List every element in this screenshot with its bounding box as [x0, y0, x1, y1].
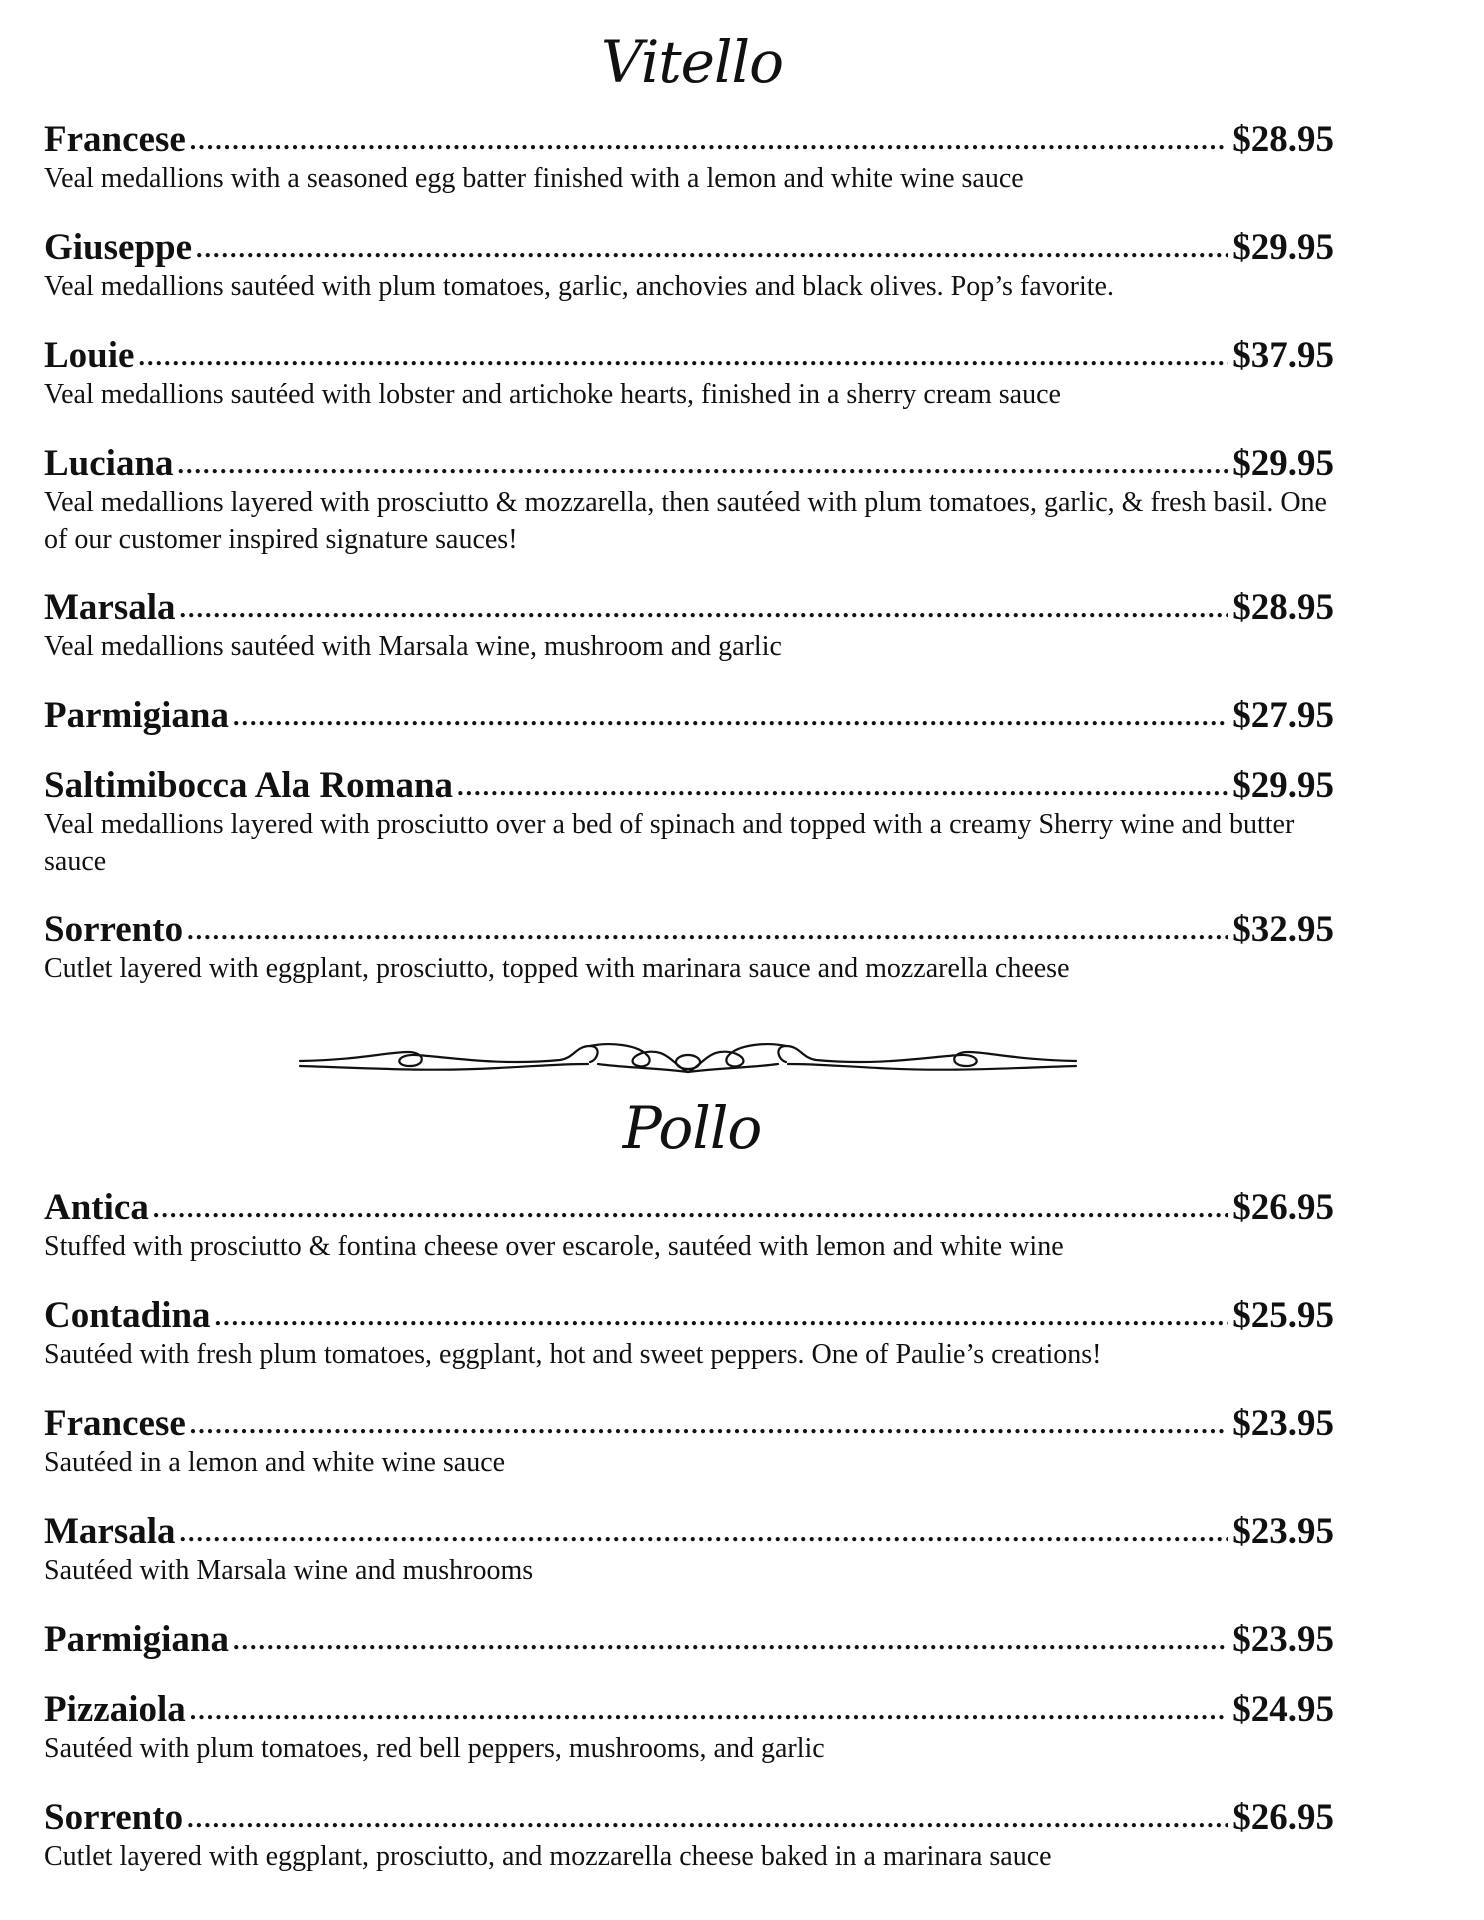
- dot-leader: [215, 1302, 1229, 1332]
- item-name: Contadina: [44, 1295, 211, 1336]
- dot-leader: [187, 1804, 1228, 1834]
- dot-leader: [457, 772, 1228, 802]
- item-price: $23.95: [1232, 1403, 1334, 1444]
- item-price: $29.95: [1232, 227, 1334, 268]
- menu-item: [44, 586, 1334, 665]
- dot-leader: [187, 916, 1228, 946]
- item-description: Stuffed with prosciutto & fontina cheese over escarole, sautéed with lemon and white wine: [44, 1231, 1064, 1262]
- flourish-divider-icon: [298, 1038, 1078, 1084]
- vitello-section-title: Vitello: [600, 28, 784, 96]
- pollo-section-title: Pollo: [622, 1094, 762, 1162]
- item-name: Giuseppe: [44, 227, 193, 268]
- item-name: Parmigiana: [44, 1619, 229, 1660]
- menu-item: [44, 764, 1334, 880]
- dot-leader: [190, 1696, 1228, 1726]
- dot-leader: [178, 450, 1229, 480]
- item-description: Veal medallions layered with prosciutto & mozzarella, then sautéed with plum tomatoes, garlic, & fresh basil. One of our customer inspired signature sauces!: [44, 487, 1327, 555]
- item-price: $29.95: [1232, 765, 1334, 806]
- item-description: Veal medallions sautéed with lobster and artichoke hearts, finished in a sherry cream sauce: [44, 379, 1061, 410]
- dot-leader: [233, 702, 1228, 732]
- dot-leader: [180, 1518, 1229, 1548]
- item-price: $26.95: [1232, 1797, 1334, 1838]
- dot-leader: [190, 126, 1228, 156]
- dot-leader: [138, 342, 1228, 372]
- menu-item: [44, 1618, 1334, 1662]
- menu-item: [44, 334, 1334, 413]
- item-name: Louie: [44, 335, 135, 376]
- item-description: Veal medallions with a seasoned egg batter finished with a lemon and white wine sauce: [44, 163, 1024, 194]
- item-price: $37.95: [1232, 335, 1334, 376]
- menu-item: [44, 908, 1334, 987]
- item-description: Cutlet layered with eggplant, prosciutto, and mozzarella cheese baked in a marinara sauce: [44, 1841, 1052, 1872]
- dot-leader: [153, 1194, 1228, 1224]
- menu-item: [44, 1186, 1334, 1265]
- item-price: $28.95: [1232, 587, 1334, 628]
- item-name: Antica: [44, 1187, 149, 1228]
- dot-leader: [180, 594, 1229, 624]
- item-description: Sautéed in a lemon and white wine sauce: [44, 1447, 506, 1478]
- menu-item: [44, 1294, 1334, 1373]
- item-description: Veal medallions sautéed with plum tomatoes, garlic, anchovies and black olives. Pop’s favorite.: [44, 271, 1114, 302]
- item-price: $23.95: [1232, 1511, 1334, 1552]
- item-name: Sorrento: [44, 909, 184, 950]
- item-name: Francese: [44, 119, 186, 160]
- menu-item: [44, 118, 1334, 197]
- item-name: Pizzaiola: [44, 1689, 186, 1730]
- item-description: Sautéed with Marsala wine and mushrooms: [44, 1555, 534, 1586]
- item-price: $28.95: [1232, 119, 1334, 160]
- item-description: Veal medallions layered with prosciutto over a bed of spinach and topped with a creamy Sherry wine and butter sauce: [44, 809, 1295, 877]
- item-name: Sorrento: [44, 1797, 184, 1838]
- item-description: Sautéed with fresh plum tomatoes, eggplant, hot and sweet peppers. One of Paulie’s creations!: [44, 1339, 1102, 1370]
- item-price: $23.95: [1232, 1619, 1334, 1660]
- item-price: $27.95: [1232, 695, 1334, 736]
- item-description: Veal medallions sautéed with Marsala wine, mushroom and garlic: [44, 631, 782, 662]
- item-name: Marsala: [44, 587, 176, 628]
- item-price: $26.95: [1232, 1187, 1334, 1228]
- item-price: $32.95: [1232, 909, 1334, 950]
- menu-item: [44, 1510, 1334, 1589]
- menu-item: [44, 1402, 1334, 1481]
- item-description: Cutlet layered with eggplant, prosciutto, topped with marinara sauce and mozzarella cheese: [44, 953, 1070, 984]
- menu-item: [44, 442, 1334, 558]
- dot-leader: [233, 1626, 1228, 1656]
- menu-item: [44, 1796, 1334, 1875]
- item-description: Sautéed with plum tomatoes, red bell peppers, mushrooms, and garlic: [44, 1733, 825, 1764]
- item-price: $24.95: [1232, 1689, 1334, 1730]
- item-price: $29.95: [1232, 443, 1334, 484]
- item-name: Francese: [44, 1403, 186, 1444]
- dot-leader: [196, 234, 1228, 264]
- item-name: Marsala: [44, 1511, 176, 1552]
- item-name: Parmigiana: [44, 695, 229, 736]
- menu-item: [44, 694, 1334, 738]
- item-name: Saltimibocca Ala Romana: [44, 765, 454, 806]
- menu-item: [44, 1688, 1334, 1767]
- item-name: Luciana: [44, 443, 174, 484]
- item-price: $25.95: [1232, 1295, 1334, 1336]
- menu-item: [44, 226, 1334, 305]
- dot-leader: [190, 1410, 1228, 1440]
